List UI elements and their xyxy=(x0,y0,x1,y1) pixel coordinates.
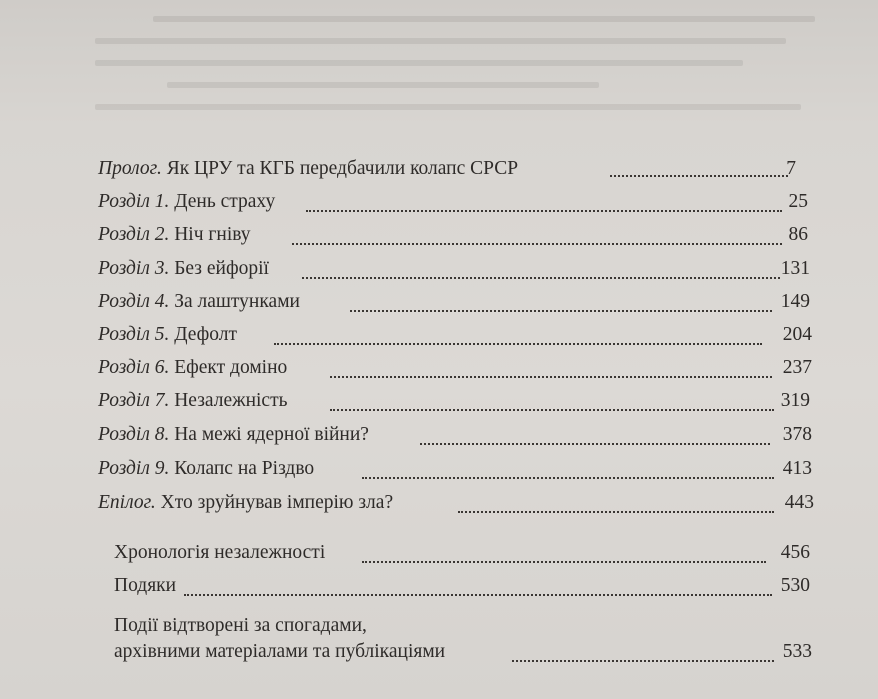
entry-title: Ніч гніву xyxy=(174,224,251,245)
entry-title: Подяки xyxy=(114,575,177,596)
page-number: 237 xyxy=(782,357,812,378)
entry-prefix: Епілог. xyxy=(98,492,156,513)
entry-prefix: Розділ 7. xyxy=(98,390,170,411)
entry-title: Ефект доміно xyxy=(174,357,288,378)
toc-entry-chapter-8[interactable] xyxy=(0,423,878,457)
leader-dots xyxy=(362,561,766,563)
entry-prefix: Розділ 4. xyxy=(98,291,170,312)
leader-dots xyxy=(330,409,774,411)
entry-title-line-1: Події відтворені за спогадами, xyxy=(114,615,367,636)
entry-title: Хто зруйнував імперію зла? xyxy=(160,492,394,513)
page-number: 413 xyxy=(782,458,812,479)
toc-entry-chapter-9[interactable] xyxy=(0,457,878,491)
entry-title: Хронологія незалежності xyxy=(114,542,326,563)
toc-entry-chapter-7[interactable] xyxy=(0,389,878,423)
page-number: 204 xyxy=(782,324,812,345)
entry-prefix: Розділ 6. xyxy=(98,357,170,378)
entry-prefix: Пролог. xyxy=(98,158,162,179)
leader-dots xyxy=(292,243,782,245)
leader-dots xyxy=(420,443,770,445)
entry-title: Як ЦРУ та КГБ передбачили колапс СРСР xyxy=(166,158,519,179)
entry-prefix: Розділ 9. xyxy=(98,458,170,479)
entry-title: Без ейфорії xyxy=(174,258,269,279)
entry-title-line-2: архівними матеріалами та публікаціями xyxy=(114,641,446,662)
page-number: 533 xyxy=(782,641,812,662)
entry-title: Дефолт xyxy=(174,324,238,345)
page-number: 319 xyxy=(780,390,810,411)
leader-dots xyxy=(274,343,762,345)
page-number: 131 xyxy=(780,258,810,279)
page-number: 530 xyxy=(780,575,810,596)
entry-prefix: Розділ 8. xyxy=(98,424,170,445)
toc-entry-chapter-4[interactable] xyxy=(0,290,878,324)
entry-title: На межі ядерної війни? xyxy=(174,424,369,445)
toc-entry-chapter-1[interactable] xyxy=(0,190,878,224)
toc-entry-chapter-6[interactable] xyxy=(0,356,878,390)
entry-prefix: Розділ 3. xyxy=(98,258,170,279)
page-number: 149 xyxy=(780,291,810,312)
entry-title: За лаштунками xyxy=(174,291,300,312)
page-number: 456 xyxy=(780,542,810,563)
page-number: 443 xyxy=(784,492,814,513)
toc-entry-chapter-2[interactable] xyxy=(0,223,878,257)
entry-prefix: Розділ 5. xyxy=(98,324,170,345)
page-number: 378 xyxy=(782,424,812,445)
leader-dots xyxy=(458,511,774,513)
entry-title: День страху xyxy=(174,191,276,212)
toc-entry-sources[interactable] xyxy=(0,614,878,670)
entry-prefix: Розділ 2. xyxy=(98,224,170,245)
toc-entry-chapter-5[interactable] xyxy=(0,323,878,357)
entry-title: Колапс на Різдво xyxy=(174,458,315,479)
entry-title: Незалежність xyxy=(174,390,288,411)
leader-dots xyxy=(306,210,782,212)
toc-entry-acknowledgements[interactable] xyxy=(0,574,878,608)
leader-dots xyxy=(350,310,772,312)
page-number: 86 xyxy=(788,224,808,245)
leader-dots xyxy=(184,594,772,596)
leader-dots xyxy=(330,376,772,378)
page-number: 25 xyxy=(788,191,808,212)
leader-dots xyxy=(512,660,774,662)
toc-entry-prologue[interactable] xyxy=(0,157,878,191)
leader-dots xyxy=(362,477,774,479)
toc-entry-epilogue[interactable] xyxy=(0,491,878,525)
entry-prefix: Розділ 1. xyxy=(98,191,170,212)
page-number: 7 xyxy=(786,158,796,179)
toc-entry-chronology[interactable] xyxy=(0,541,878,575)
leader-dots xyxy=(302,277,780,279)
toc-entry-chapter-3[interactable] xyxy=(0,257,878,291)
